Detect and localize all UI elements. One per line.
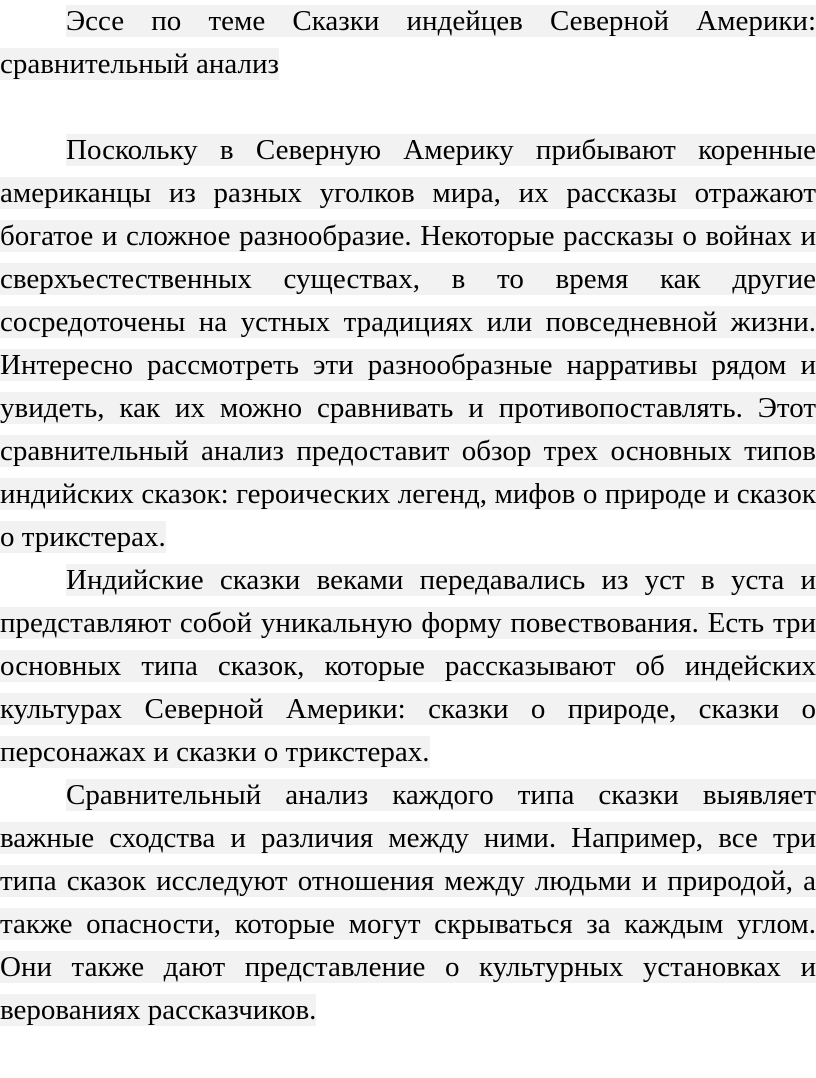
paragraph-2-text: Индийские сказки веками передавались из уст в уста и представляют собой уникальную форму повествования. Есть три основных типа сказок, которые рассказывают об индейских культурах Северной Америки: сказки о природе, сказки о персонажах и сказки о трикстерах. <box>0 564 816 768</box>
paragraph-1-text: Поскольку в Северную Америку прибывают коренные американцы из разных уголков мира, их рассказы отражают богатое и сложное разнообразие. Некоторые рассказы о войнах и сверхъестественных существах, в то время как другие сосредоточены на устных традициях или повседневной жизни. Интересно рассмотреть эти разнообразные нарративы рядом и увидеть, как их можно сравнивать и противопоставлять. Этот сравнительный анализ предоставит обзор трех основных типов индийских сказок: героических легенд, мифов о природе и сказок о трикстерах. <box>0 134 816 553</box>
paragraph-3 <box>0 774 816 1032</box>
paragraph-1 <box>0 129 816 559</box>
document-title <box>0 0 816 86</box>
document-title-text: Эссе по теме Сказки индейцев Северной Америки: сравнительный анализ <box>0 5 816 80</box>
blank-line <box>0 86 816 129</box>
paragraph-2 <box>0 559 816 774</box>
paragraph-3-text: Сравнительный анализ каждого типа сказки выявляет важные сходства и различия между ними. Например, все три типа сказок исследуют отношения между людьми и природой, а также опасности, которые могут скрываться за каждым углом. Они также дают представление о культурных установках и верованиях рассказчиков. <box>0 779 816 1026</box>
